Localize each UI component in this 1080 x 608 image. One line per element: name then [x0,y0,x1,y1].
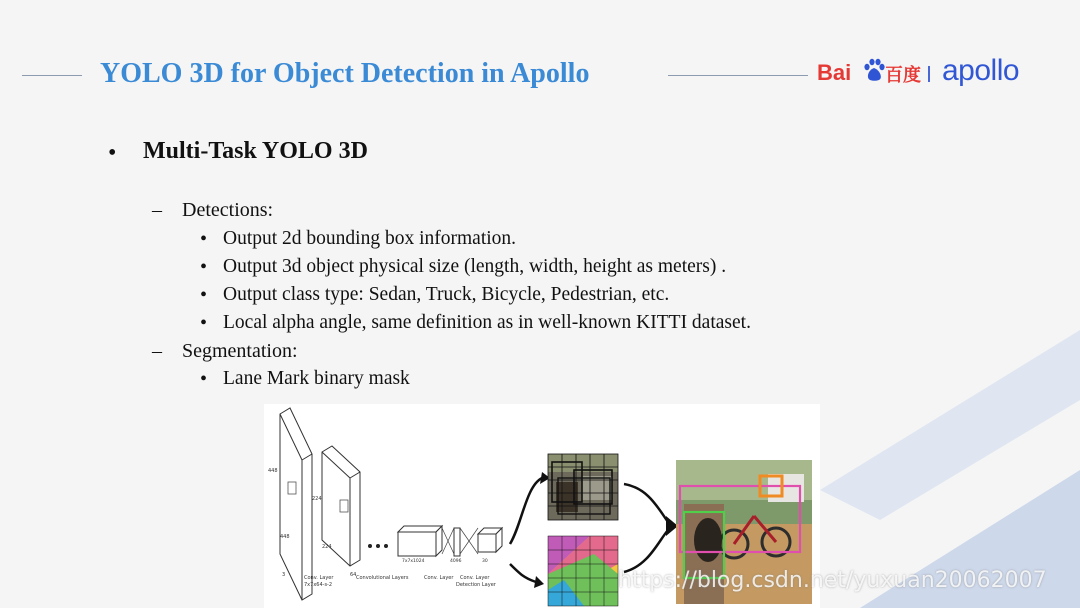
arrow-merge-top [624,484,668,522]
arrow-up [510,478,542,544]
layer-label: Conv. Layer [460,575,490,581]
bullet-dot-icon: • [200,256,208,278]
layer-label: Conv. Layer [424,575,454,581]
bullet-dot-icon: • [200,228,208,250]
arrow-merge-bottom [624,530,668,572]
section-heading-segmentation: Segmentation: [182,340,298,362]
dim-label: 448 [268,468,278,474]
bullet-dot-icon: • [200,312,208,334]
dash-icon: – [152,340,162,362]
detection-item: Output 2d bounding box information. [223,228,517,249]
dim-label: 224 [312,496,322,502]
layer-label: Conv. Layer [304,575,334,581]
layer-label: Convolutional Layers [356,575,409,581]
dim-label: 3 [282,572,286,578]
detection-grid-thumbnail [548,454,618,520]
section-heading-detections: Detections: [182,199,274,221]
logo-apollo: apollo [942,54,1020,87]
watermark-url: https://blog.csdn.net/yuxuan20062007 [618,568,1047,593]
title-rule-right [668,75,808,76]
layer-label: 7x7x64-s-2 [304,582,333,588]
output-cube [478,534,496,552]
dim-label: 7x7x1024 [402,559,425,564]
baidu-apollo-logo [817,56,1029,92]
fc-layer [454,528,460,556]
dash-icon: – [152,199,162,221]
detection-item: Output class type: Sedan, Truck, Bicycle, Pedestrian, etc. [223,284,670,305]
decor-band-light [820,330,1080,520]
arrow-down [510,564,536,582]
dim-label: 64 [350,572,357,578]
bullet-dot-icon: • [108,140,117,166]
bullet-dot-icon: • [200,368,208,390]
logo-baidu-chinese: 百度 [885,65,921,86]
dim-label: 4096 [450,559,462,564]
slide-title: YOLO 3D for Object Detection in Apollo [100,58,590,89]
dim-label: 30 [482,559,488,564]
title-rule-left [22,75,82,76]
logo-separator [928,66,930,82]
logo-baidu-latin: Bai [817,60,852,85]
conv-block-3 [398,532,436,556]
detection-item: Local alpha angle, same definition as in well-known KITTI dataset. [223,312,751,333]
main-bullet: Multi-Task YOLO 3D [143,138,368,164]
dim-label: 224 [322,544,332,550]
baidu-paw-icon [863,58,885,82]
detection-item: Output 3d object physical size (length, width, height as meters) . [223,256,727,277]
layer-label: Detection Layer [456,582,496,588]
segmentation-item: Lane Mark binary mask [223,368,410,389]
segmentation-grid-thumbnail [548,536,618,606]
dim-label: 448 [280,534,290,540]
bullet-dot-icon: • [200,284,208,306]
